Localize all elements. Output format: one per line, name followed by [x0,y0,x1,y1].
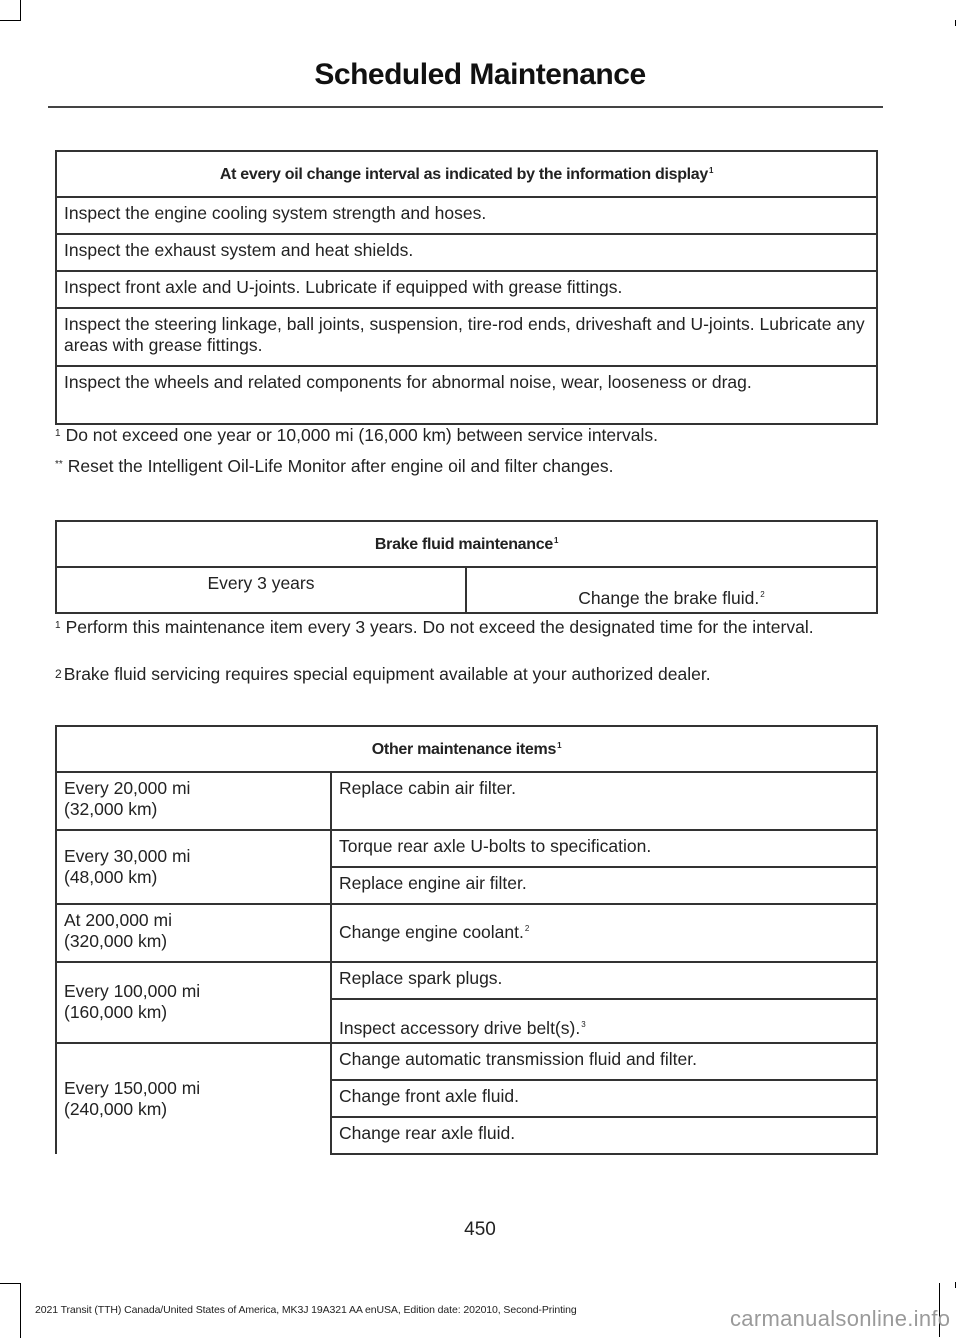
table-row [56,271,877,308]
table-cell: Inspect the wheels and related components for abnormal noise, wear, looseness or drag. [56,366,877,424]
footnote-ref: 1 [557,740,562,750]
edition-line: 2021 Transit (TTH) Canada/United States of America, MK3J 19A321 AA enUSA, Edition date: 202010, Second-Printing [35,1304,577,1316]
action-cell: Replace cabin air filter. [331,772,877,830]
action-cell: Change rear axle fluid. [331,1117,877,1154]
action-cell: Change automatic transmission fluid and filter. [331,1043,877,1080]
footnote-mark: 2 [55,667,62,681]
table-cell: Inspect front axle and U-joints. Lubricate if equipped with grease fittings. [56,271,877,308]
footnote [55,425,878,446]
table-row [56,830,877,867]
footnote-text: Brake fluid servicing requires special equipment available at your authorized dealer. [63,664,711,684]
oil-change-table-header [56,151,877,197]
page-title: Scheduled Maintenance [314,58,646,91]
table-row [56,308,877,366]
action-cell [331,999,877,1043]
action-cell: Replace spark plugs. [331,962,877,999]
title-divider [48,106,883,108]
action-cell [331,904,877,962]
table-header-row [56,151,877,197]
footnote [55,456,878,477]
header-text: Other maintenance items [371,740,557,758]
action-cell: Change front axle fluid. [331,1080,877,1117]
footnote-ref: 2 [760,590,765,599]
table-row [56,1043,877,1080]
footnote-text: Reset the Intelligent Oil-Life Monitor after engine oil and filter changes. [67,456,614,476]
table-header-row [56,726,877,772]
header-text: At every oil change interval as indicated by the information display [219,165,709,183]
table-cell: Inspect the engine cooling system strength and hoses. [56,197,877,234]
footnote-ref: 1 [553,535,559,545]
table-cell: Inspect the steering linkage, ball joints, suspension, tire-rod ends, driveshaft and U-joints. Lubricate any areas with grease fittings. [56,308,877,366]
interval-cell: Every 3 years [56,567,466,613]
table-row [56,567,877,613]
table-row [56,366,877,424]
brake-fluid-table [55,520,878,614]
footnote [55,664,878,685]
crop-mark-top-left [0,0,21,21]
interval-cell: Every 150,000 mi (240,000 km) [56,1043,331,1154]
table-row [56,962,877,999]
footnote-text: Perform this maintenance item every 3 years. Do not exceed the designated time for the interval. [65,617,814,637]
action-cell: Replace engine air filter. [331,867,877,904]
footnote-mark: ** [55,459,63,470]
crop-tick-bottom-right [955,1282,956,1288]
table-row [56,197,877,234]
action-text: Change engine coolant. [339,922,524,942]
table-header-row [56,521,877,567]
footnote-ref: 3 [581,1020,586,1029]
watermark: carmanualsonline.info [730,1306,951,1331]
table-row [56,904,877,962]
footnote-ref: 1 [709,165,714,175]
footnote-mark: 1 [55,620,61,631]
other-maintenance-table-header [56,726,877,772]
interval-cell: Every 30,000 mi (48,000 km) [56,830,331,904]
footnote [55,617,878,638]
table-cell: Inspect the exhaust system and heat shields. [56,234,877,271]
page-number: 450 [464,1219,496,1240]
interval-cell: At 200,000 mi (320,000 km) [56,904,331,962]
action-cell [466,567,877,613]
crop-mark-bottom-left [0,1283,21,1338]
footnote-ref: 2 [524,924,530,933]
action-cell: Torque rear axle U-bolts to specification. [331,830,877,867]
footnote-text: Do not exceed one year or 10,000 mi (16,000 km) between service intervals. [65,425,658,445]
crop-mark-top-right [955,20,956,26]
other-maintenance-table [55,725,878,1155]
header-text: Brake fluid maintenance [374,535,553,553]
interval-cell: Every 100,000 mi (160,000 km) [56,962,331,1043]
footnote-mark: 1 [55,428,61,439]
oil-change-table [55,150,878,425]
table-row [56,772,877,830]
brake-fluid-table-header [56,521,877,567]
table-row [56,234,877,271]
action-text: Change the brake fluid. [578,588,760,608]
interval-cell: Every 20,000 mi (32,000 km) [56,772,331,830]
action-text: Inspect accessory drive belt(s). [339,1018,581,1038]
